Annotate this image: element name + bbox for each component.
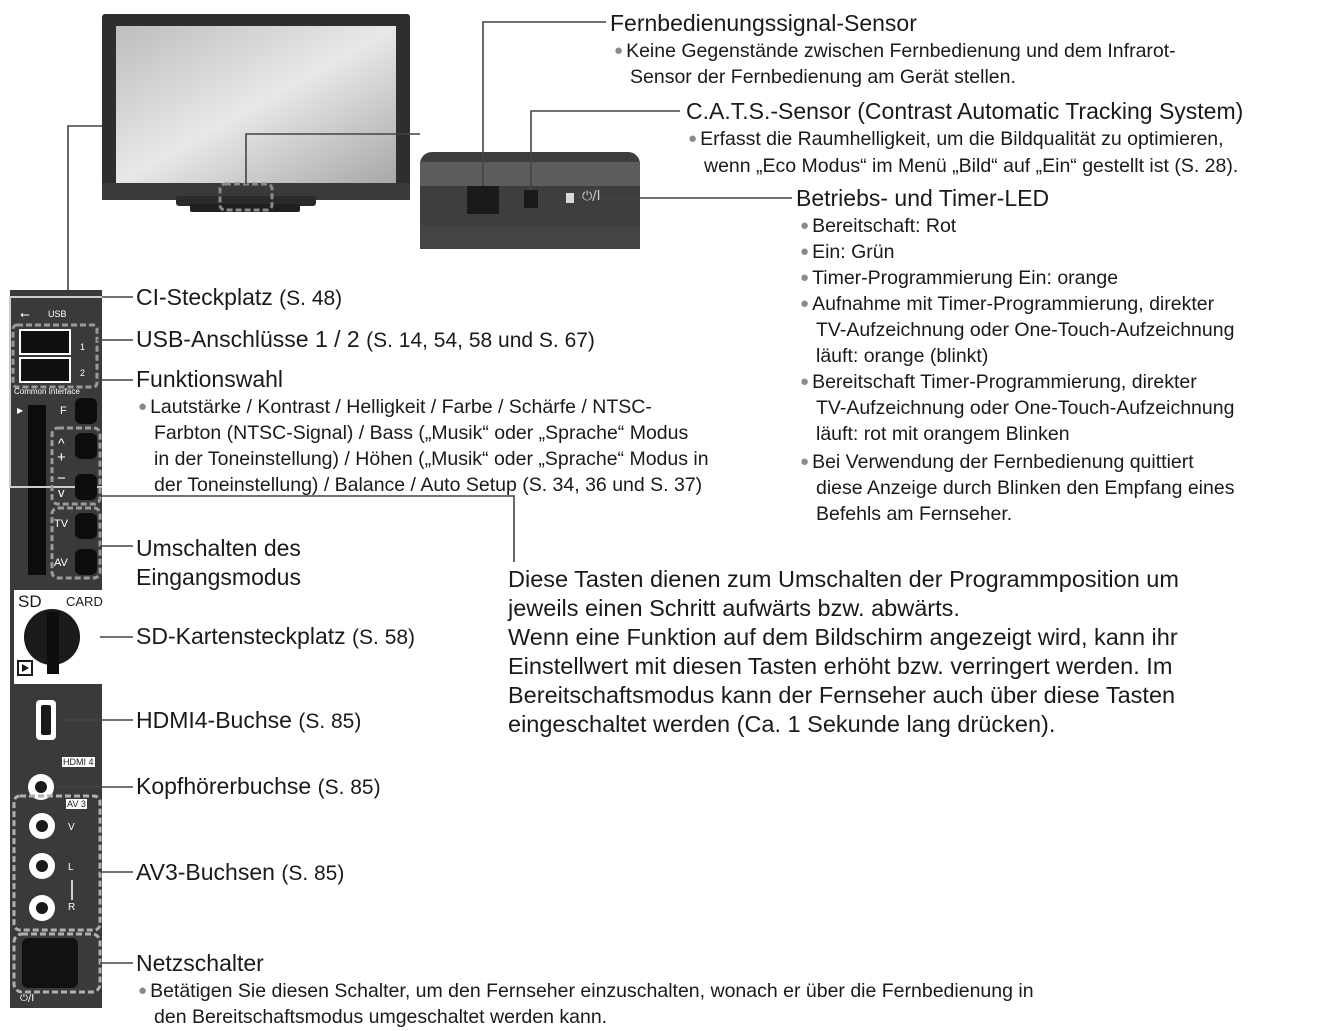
sd-label: SD (18, 592, 42, 611)
led-line-10: ● Bei Verwendung der Fernbedienung quittiert (800, 449, 1194, 475)
usb-port-1-number: 1 (80, 342, 86, 352)
function-line-3: in der Toneinstellung) / Höhen („Musik“ oder „Sprache“ Modus in (154, 448, 709, 470)
led-line-3: ● Timer-Programmierung Ein: orange (800, 265, 1118, 291)
up-label: ^ (58, 435, 65, 451)
down-label: v (58, 485, 65, 500)
av3-label: AV 3 (67, 799, 86, 809)
ci-slot-title: CI-Steckplatz (136, 284, 273, 310)
led-title: Betriebs- und Timer-LED (796, 185, 1050, 211)
led-line-4: ● Aufnahme mit Timer-Programmierung, direkter (800, 291, 1214, 317)
headphone-callout (136, 773, 381, 801)
card-label: CARD (66, 594, 103, 609)
channel-note-line-5: Bereitschaftsmodus kann der Fernseher auch über diese Tasten (508, 682, 1176, 708)
function-line-4: der Toneinstellung) / Balance / Auto Setup (S. 34, 36 und S. 37) (154, 474, 703, 496)
sd-slot-ref: (S. 58) (352, 626, 416, 649)
channel-note-line-2: jeweils einen Schritt aufwärts bzw. abwärts. (508, 595, 960, 621)
r-label: R (68, 902, 76, 913)
usb-ports-ref: (S. 14, 54, 58 und S. 67) (366, 329, 595, 352)
led-line-5: TV-Aufzeichnung oder One-Touch-Aufzeichnung (816, 319, 1235, 341)
usb-ports-callout (136, 326, 595, 354)
remote-sensor-line-2: Sensor der Fernbedienung am Gerät stellen. (630, 66, 1016, 88)
remote-sensor-title: Fernbedienungssignal-Sensor (610, 10, 917, 36)
side-panel (10, 290, 102, 1008)
function-line-2: Farbton (NTSC-Signal) / Bass („Musik“ oder „Sprache“ Modus (154, 422, 689, 444)
l-label: L (68, 862, 74, 873)
cats-sensor-line-2: wenn „Eco Modus“ im Menü „Bild“ auf „Ein“ gestellt ist (S. 28). (704, 155, 1239, 177)
usb-ports-title: USB-Anschlüsse 1 / 2 (136, 326, 360, 352)
plus-label: + (57, 449, 66, 466)
cats-sensor-title: C.A.T.S.-Sensor (Contrast Automatic Tracking System) (686, 98, 1244, 124)
f-label: F (60, 405, 67, 417)
mains-line-2: den Bereitschaftsmodus umgeschaltet werden kann. (154, 1006, 608, 1028)
channel-note-line-1: Diese Tasten dienen zum Umschalten der Programmposition um (508, 566, 1179, 592)
mains-title: Netzschalter (136, 950, 264, 976)
power-symbol-label: ⏻/I (20, 993, 35, 1004)
hdmi-title: HDMI4-Buchse (136, 707, 292, 733)
sd-slot-callout (136, 623, 415, 651)
av-label: AV (54, 557, 68, 569)
hdmi4-label: HDMI 4 (63, 757, 94, 767)
function-title: Funktionswahl (136, 366, 284, 392)
channel-note-line-3: Wenn eine Funktion auf dem Bildschirm angezeigt wird, kann ihr (508, 624, 1178, 650)
usb-port-2-number: 2 (80, 368, 86, 378)
led-power-symbol: ⏻/I (582, 189, 601, 204)
headphone-title: Kopfhörerbuchse (136, 773, 312, 799)
input-mode-line-1: Umschalten des (136, 535, 301, 561)
led-line-11: diese Anzeige durch Blinken den Empfang eines (816, 477, 1235, 499)
tv-label: TV (54, 518, 69, 530)
tv-front (102, 14, 410, 212)
usb-label: USB (48, 309, 67, 319)
sensor-panel (420, 152, 640, 249)
av3-ref: (S. 85) (281, 862, 345, 885)
led-line-8: TV-Aufzeichnung oder One-Touch-Aufzeichnung (816, 397, 1235, 419)
v-label: V (68, 822, 75, 833)
ci-slot-ref: (S. 48) (279, 287, 343, 310)
headphone-ref: (S. 85) (317, 776, 381, 799)
function-line-1: ● Lautstärke / Kontrast / Helligkeit / Farbe / Schärfe / NTSC- (138, 394, 652, 420)
led-line-12: Befehls am Fernseher. (816, 503, 1013, 525)
led-line-6: läuft: orange (blinkt) (816, 345, 989, 367)
hdmi-callout (136, 707, 361, 735)
remote-sensor-line-1: ● Keine Gegenstände zwischen Fernbedienung und dem Infrarot- (614, 38, 1176, 64)
hdmi-ref: (S. 85) (298, 710, 362, 733)
led-line-1: ● Bereitschaft: Rot (800, 213, 956, 239)
mains-line-1: ● Betätigen Sie diesen Schalter, um den Fernseher einzuschalten, wonach er über die Fernbedienung in (138, 978, 1034, 1004)
cats-sensor-line-1: ● Erfasst die Raumhelligkeit, um die Bildqualität zu optimieren, (688, 126, 1224, 152)
led-line-9: läuft: rot mit orangem Blinken (816, 423, 1070, 445)
usb-icon: ⭠ (20, 307, 30, 321)
av3-title: AV3-Buchsen (136, 859, 275, 885)
sd-slot-title: SD-Kartensteckplatz (136, 623, 346, 649)
channel-note-line-6: eingeschaltet werden (Ca. 1 Sekunde lang drücken). (508, 711, 1056, 737)
ci-arrow-icon: ▶ (17, 406, 24, 415)
channel-note-line-4: Einstellwert mit diesen Tasten erhöht bzw. verringert werden. Im (508, 653, 1173, 679)
input-mode-line-2: Eingangsmodus (136, 564, 301, 590)
led-line-7: ● Bereitschaft Timer-Programmierung, direkter (800, 369, 1197, 395)
channel-note (508, 565, 1298, 739)
av3-callout (136, 859, 344, 887)
led-line-2: ● Ein: Grün (800, 239, 894, 265)
ci-slot-callout (136, 284, 342, 312)
minus-label: − (57, 470, 66, 487)
common-interface-label: Common Interface (14, 387, 80, 396)
